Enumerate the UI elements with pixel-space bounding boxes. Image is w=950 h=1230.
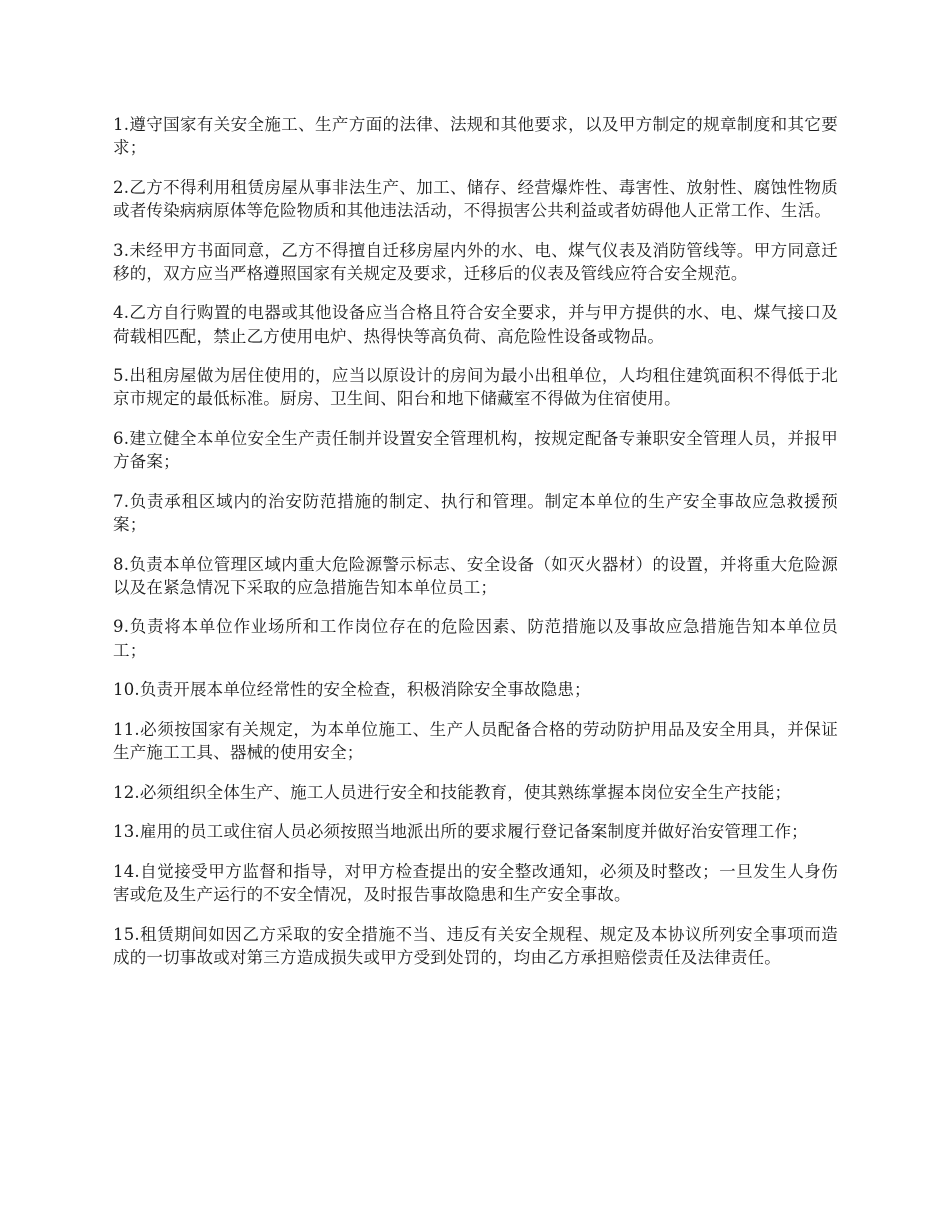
clause-7: 7.负责承租区域内的治安防范措施的制定、执行和管理。制定本单位的生产安全事故应急救援预案； [113, 491, 838, 534]
clause-2: 2.乙方不得利用租赁房屋从事非法生产、加工、储存、经营爆炸性、毒害性、放射性、腐蚀性物质或者传染病病原体等危险物质和其他违法活动，不得损害公共利益或者妨碍他人正常工作、生活。 [113, 177, 838, 220]
clause-4: 4.乙方自行购置的电器或其他设备应当合格且符合安全要求，并与甲方提供的水、电、煤气接口及荷载相匹配，禁止乙方使用电炉、热得快等高负荷、高危险性设备或物品。 [113, 303, 838, 346]
clause-15: 15.租赁期间如因乙方采取的安全措施不当、违反有关安全规程、规定及本协议所列安全事项而造成的一切事故或对第三方造成损失或甲方受到处罚的，均由乙方承担赔偿责任及法律责任。 [113, 924, 838, 967]
clause-13: 13.雇用的员工或住宿人员必须按照当地派出所的要求履行登记备案制度并做好治安管理工作； [113, 822, 808, 842]
clause-10: 10.负责开展本单位经常性的安全检查，积极消除安全事故隐患； [113, 680, 591, 700]
clause-6: 6.建立健全本单位安全生产责任制并设置安全管理机构，按规定配备专兼职安全管理人员，并报甲方备案； [113, 428, 838, 472]
clause-1: 1.遵守国家有关安全施工、生产方面的法律、法规和其他要求，以及甲方制定的规章制度和其它要求； [113, 115, 838, 158]
clause-12: 12.必须组织全体生产、施工人员进行安全和技能教育，使其熟练掌握本岗位安全生产技能； [113, 782, 792, 802]
clause-3: 3.未经甲方书面同意，乙方不得擅自迁移房屋内外的水、电、煤气仪表及消防管线等。甲方同意迁移的，双方应当严格遵照国家有关规定及要求，迁移后的仪表及管线应符合安全规范。 [113, 240, 838, 283]
clause-8: 8.负责本单位管理区域内重大危险源警示标志、安全设备（如灭火器材）的设置，并将重大危险源以及在紧急情况下采取的应急措施告知本单位员工； [113, 554, 838, 597]
clause-5: 5.出租房屋做为居住使用的，应当以原设计的房间为最小出租单位，人均租住建筑面积不得低于北京市规定的最低标准。厨房、卫生间、阳台和地下储藏室不得做为住宿使用。 [113, 366, 838, 409]
clause-9: 9.负责将本单位作业场所和工作岗位存在的危险因素、防范措施以及事故应急措施告知本单位员工； [113, 617, 838, 660]
clause-11: 11.必须按国家有关规定，为本单位施工、生产人员配备合格的劳动防护用品及安全用具，并保证生产施工工具、器械的使用安全； [113, 719, 838, 762]
clause-14: 14.自觉接受甲方监督和指导，对甲方检查提出的安全整改通知，必须及时整改；一旦发生人身伤害或危及生产运行的不安全情况，及时报告事故隐患和生产安全事故。 [113, 861, 838, 904]
